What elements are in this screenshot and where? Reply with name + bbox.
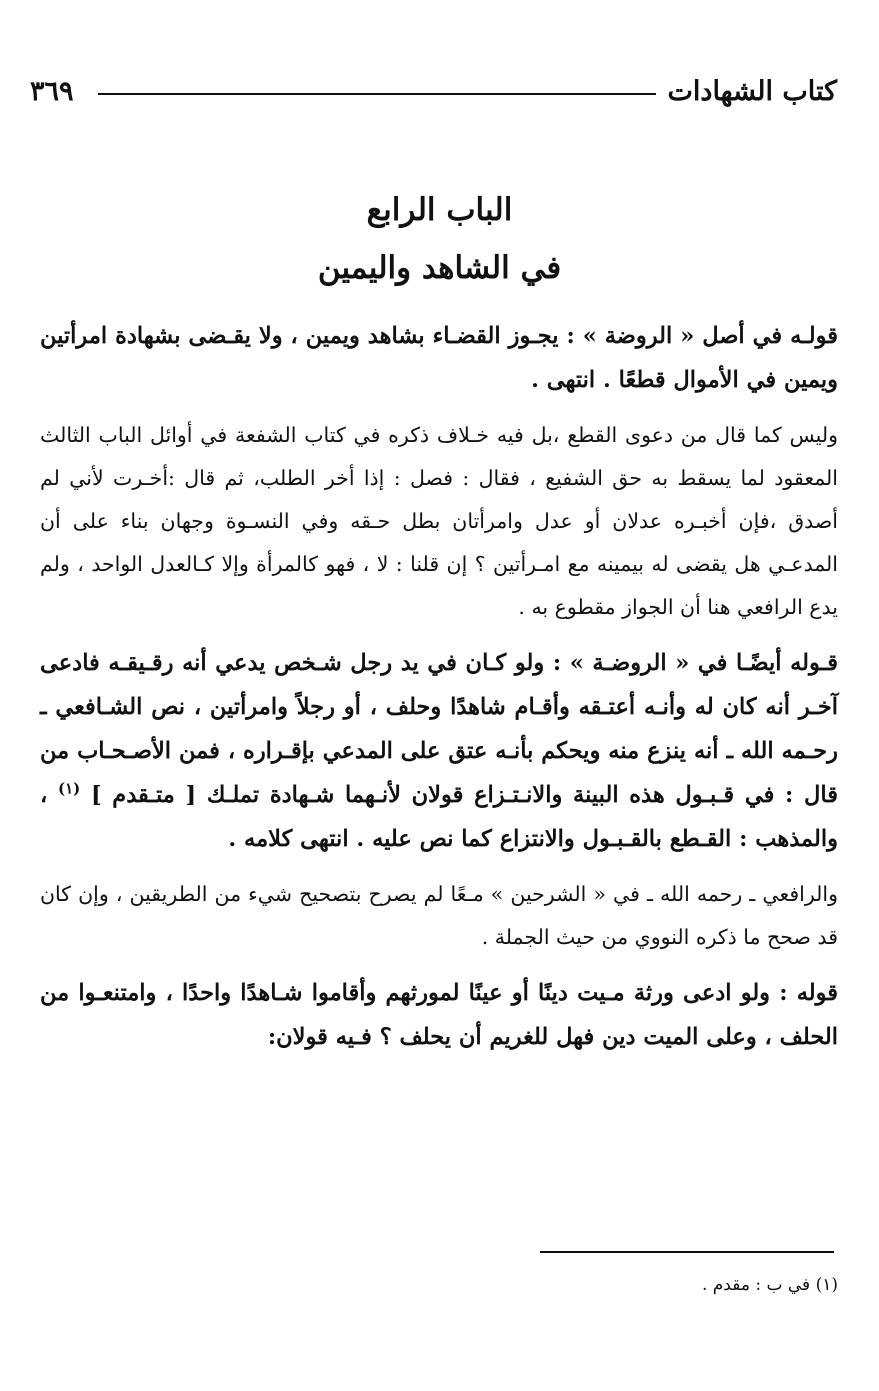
running-header — [30, 68, 837, 114]
page-body — [40, 314, 838, 1059]
chapter-title: الباب الرابع — [366, 192, 513, 228]
header-rule — [98, 93, 656, 95]
paragraph-text: قـوله أيضًـا في « الروضـة » : ولو كـان في يد رجل شـخص يدعي أنه رقـيقـه فادعى آخـر أنه كان له وأنـه أعتـقه وأقـام شاهدًا وحلف ، أو رجلاً وامرأتين ، نص الشـافعي ـ رحـمه الله ـ أنه ينزع منه ويحكم بأنـه عتق على المدعي بإقـراره ، فمن الأصـحـاب من قال : في قـبـول هذه البينة والانـتـزاع قولان لأنـهما شـهادة تملـك [ متـقدم ] — [40, 650, 838, 808]
chapter-subtitle: في الشاهد واليمين — [317, 250, 562, 286]
footnote-reference: (١) — [57, 779, 81, 798]
footnote: (١) في ب : مقدم . — [701, 1275, 838, 1295]
paragraph-quote-2 — [40, 641, 838, 861]
paragraph-commentary-2: والرافعي ـ رحمه الله ـ في « الشرحين » مـعًا لم يصرح بتصحيح شيء من الطريقين ، وإن كان قد صحح ما ذكره النووي من حيث الجملة . — [40, 882, 838, 949]
paragraph-quote-1: قولـه في أصل « الروضة » : يجـوز القضـاء بشاهد ويمين ، ولا يقـضى بشهادة امرأتين ويمين في الأموال قطعًا . انتهى . — [40, 323, 838, 393]
page-number: ٣٦٩ — [30, 75, 74, 107]
paragraph-quote-3: قوله : ولو ادعى ورثة مـيت دينًا أو عينًا لمورثهم وأقاموا شـاهدًا واحدًا ، وامتنعـوا من الحلف ، وعلى الميت دين فهل للغريم أن يحلف ؟ فـيه قولان: — [40, 980, 838, 1050]
paragraph-text: ، والمذهب : القـطع بالقـبـول والانتزاع كما نص عليه . انتهى كلامه . — [40, 782, 838, 852]
paragraph-commentary-1: وليس كما قال من دعوى القطع ،بل فيه خـلاف ذكره في كتاب الشفعة في أوائل الباب الثالث المعقود لما يسقط به حق الشفيع ، فقال : فصل : إذا أخر الطلب، ثم قال :أخـرت لأني لم أصدق ،فإن أخبـره عدلان أو عدل وامرأتان بطل حـقه وفي النسـوة وجهان بناء على أن المدعـي هل يقضى له بيمينه مع امـرأتين ؟ إن قلنا : لا ، فهو كالمرأة وإلا كـالعدل الواحد ، ولم يدع الرافعي هنا أن الجواز مقطوع به . — [40, 423, 838, 619]
footnote-rule — [540, 1251, 834, 1253]
running-title: كتاب الشهادات — [667, 75, 837, 107]
